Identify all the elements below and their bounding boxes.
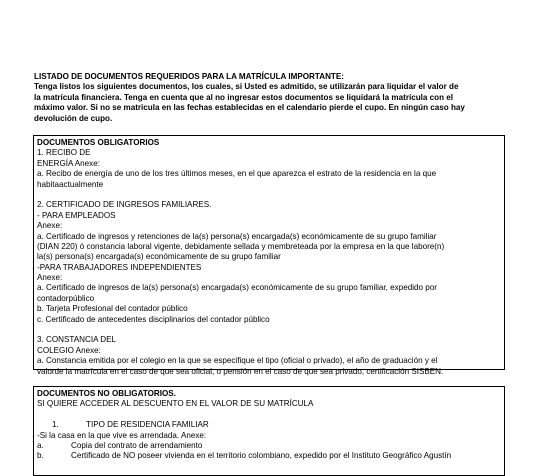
section-line: Anexe: <box>37 221 63 231</box>
item-number: 1. <box>52 420 59 430</box>
list-item <box>37 441 504 451</box>
intro-line: la matrícula financiera. Tenga en cuenta que al no ingresar estos documentos se liquidará la matrícula con el <box>34 92 454 102</box>
section-line: -PARA TRABAJADORES INDEPENDIENTES <box>37 262 202 272</box>
section-line: 1. RECIBO DE <box>37 148 91 158</box>
section-line: COLEGIO Anexe: <box>37 345 101 355</box>
list-key: a. <box>37 440 44 450</box>
optional-heading: DOCUMENTOS NO OBLIGATORIOS. <box>37 389 176 398</box>
optional-documents-box <box>33 386 505 476</box>
section-line: contadorpúblico <box>37 293 95 303</box>
section-line: habitaactualmente <box>37 179 104 189</box>
section-line: a. Certificado de ingresos y retenciones de la(s) persona(s) encargada(s) económicamente de su grupo familiar <box>37 231 437 241</box>
section-line: a. Recibo de energía de uno de los tres últimos meses, en el que aparezca el estrato de la residencia en la que <box>37 169 437 179</box>
intro-line: devolución de cupo. <box>34 113 113 123</box>
section-line: ENERGÍA Anexe: <box>37 158 100 168</box>
section-line: a. Constancia emitida por el colegio en la que se especifique el tipo (oficial o privado), el año de graduación y el <box>37 356 438 366</box>
residence-item-heading <box>37 420 504 430</box>
list-text: Certificado de NO poseer vivienda en el territorio colombiano, expedido por el Instituto Geográfico Agustín <box>71 451 452 461</box>
item-title: TIPO DE RESIDENCIA FAMILIAR <box>86 420 209 430</box>
intro-line: máximo valor. Si no se matricula en las fechas establecidas en el calendario pierde el cupo. En ningún caso hay <box>34 103 465 113</box>
section-line: la(s) persona(s) encargada(s) económicamente de su grupo familiar <box>37 252 281 262</box>
intro-line: Tenga listos los siguientes documentos, los cuales, si Usted es admitido, se utilizarán para liquidar el valor de <box>34 82 459 92</box>
mandatory-documents-box <box>33 135 505 376</box>
document-title: LISTADO DE DOCUMENTOS REQUERIDOS PARA LA MATRÍCULA IMPORTANTE: <box>34 72 344 81</box>
section-line: 3. CONSTANCIA DEL <box>37 335 117 345</box>
section-line: valorde la matrícula en el caso de que sea oficial, o pensión en el caso de que sea privado, certificación SISBEN. <box>37 366 444 376</box>
spacer <box>37 410 504 420</box>
section-line: Anexe: <box>37 273 63 283</box>
spacer <box>37 190 504 200</box>
section-line: c. Certificado de antecedentes disciplinarios del contador público <box>37 314 270 324</box>
section-line: - PARA EMPLEADOS <box>37 210 116 220</box>
section-line: a. Certificado de ingresos de la(s) persona(s) encargada(s) económicamente de su grupo familiar, expedido por <box>37 283 437 293</box>
optional-subheading: SI QUIERE ACCEDER AL DESCUENTO EN EL VALOR DE SU MATRÍCULA <box>37 399 314 409</box>
section-line: 2. CERTIFICADO DE INGRESOS FAMILIARES. <box>37 200 212 210</box>
list-text: Copia del contrato de arrendamiento <box>71 440 203 450</box>
mandatory-heading: DOCUMENTOS OBLIGATORIOS <box>37 138 160 147</box>
intro-section <box>34 72 506 124</box>
item-intro: -Si la casa en la que vive es arrendada. Anexe: <box>37 430 207 440</box>
section-line: b. Tarjeta Profesional del contador público <box>37 304 188 314</box>
list-item <box>37 451 504 461</box>
spacer <box>37 325 504 335</box>
list-key: b. <box>37 451 44 461</box>
section-line: (DIAN 220) ó constancia laboral vigente, debidamente sellada y membreteada por la empresa en la que labore(n) <box>37 241 445 251</box>
